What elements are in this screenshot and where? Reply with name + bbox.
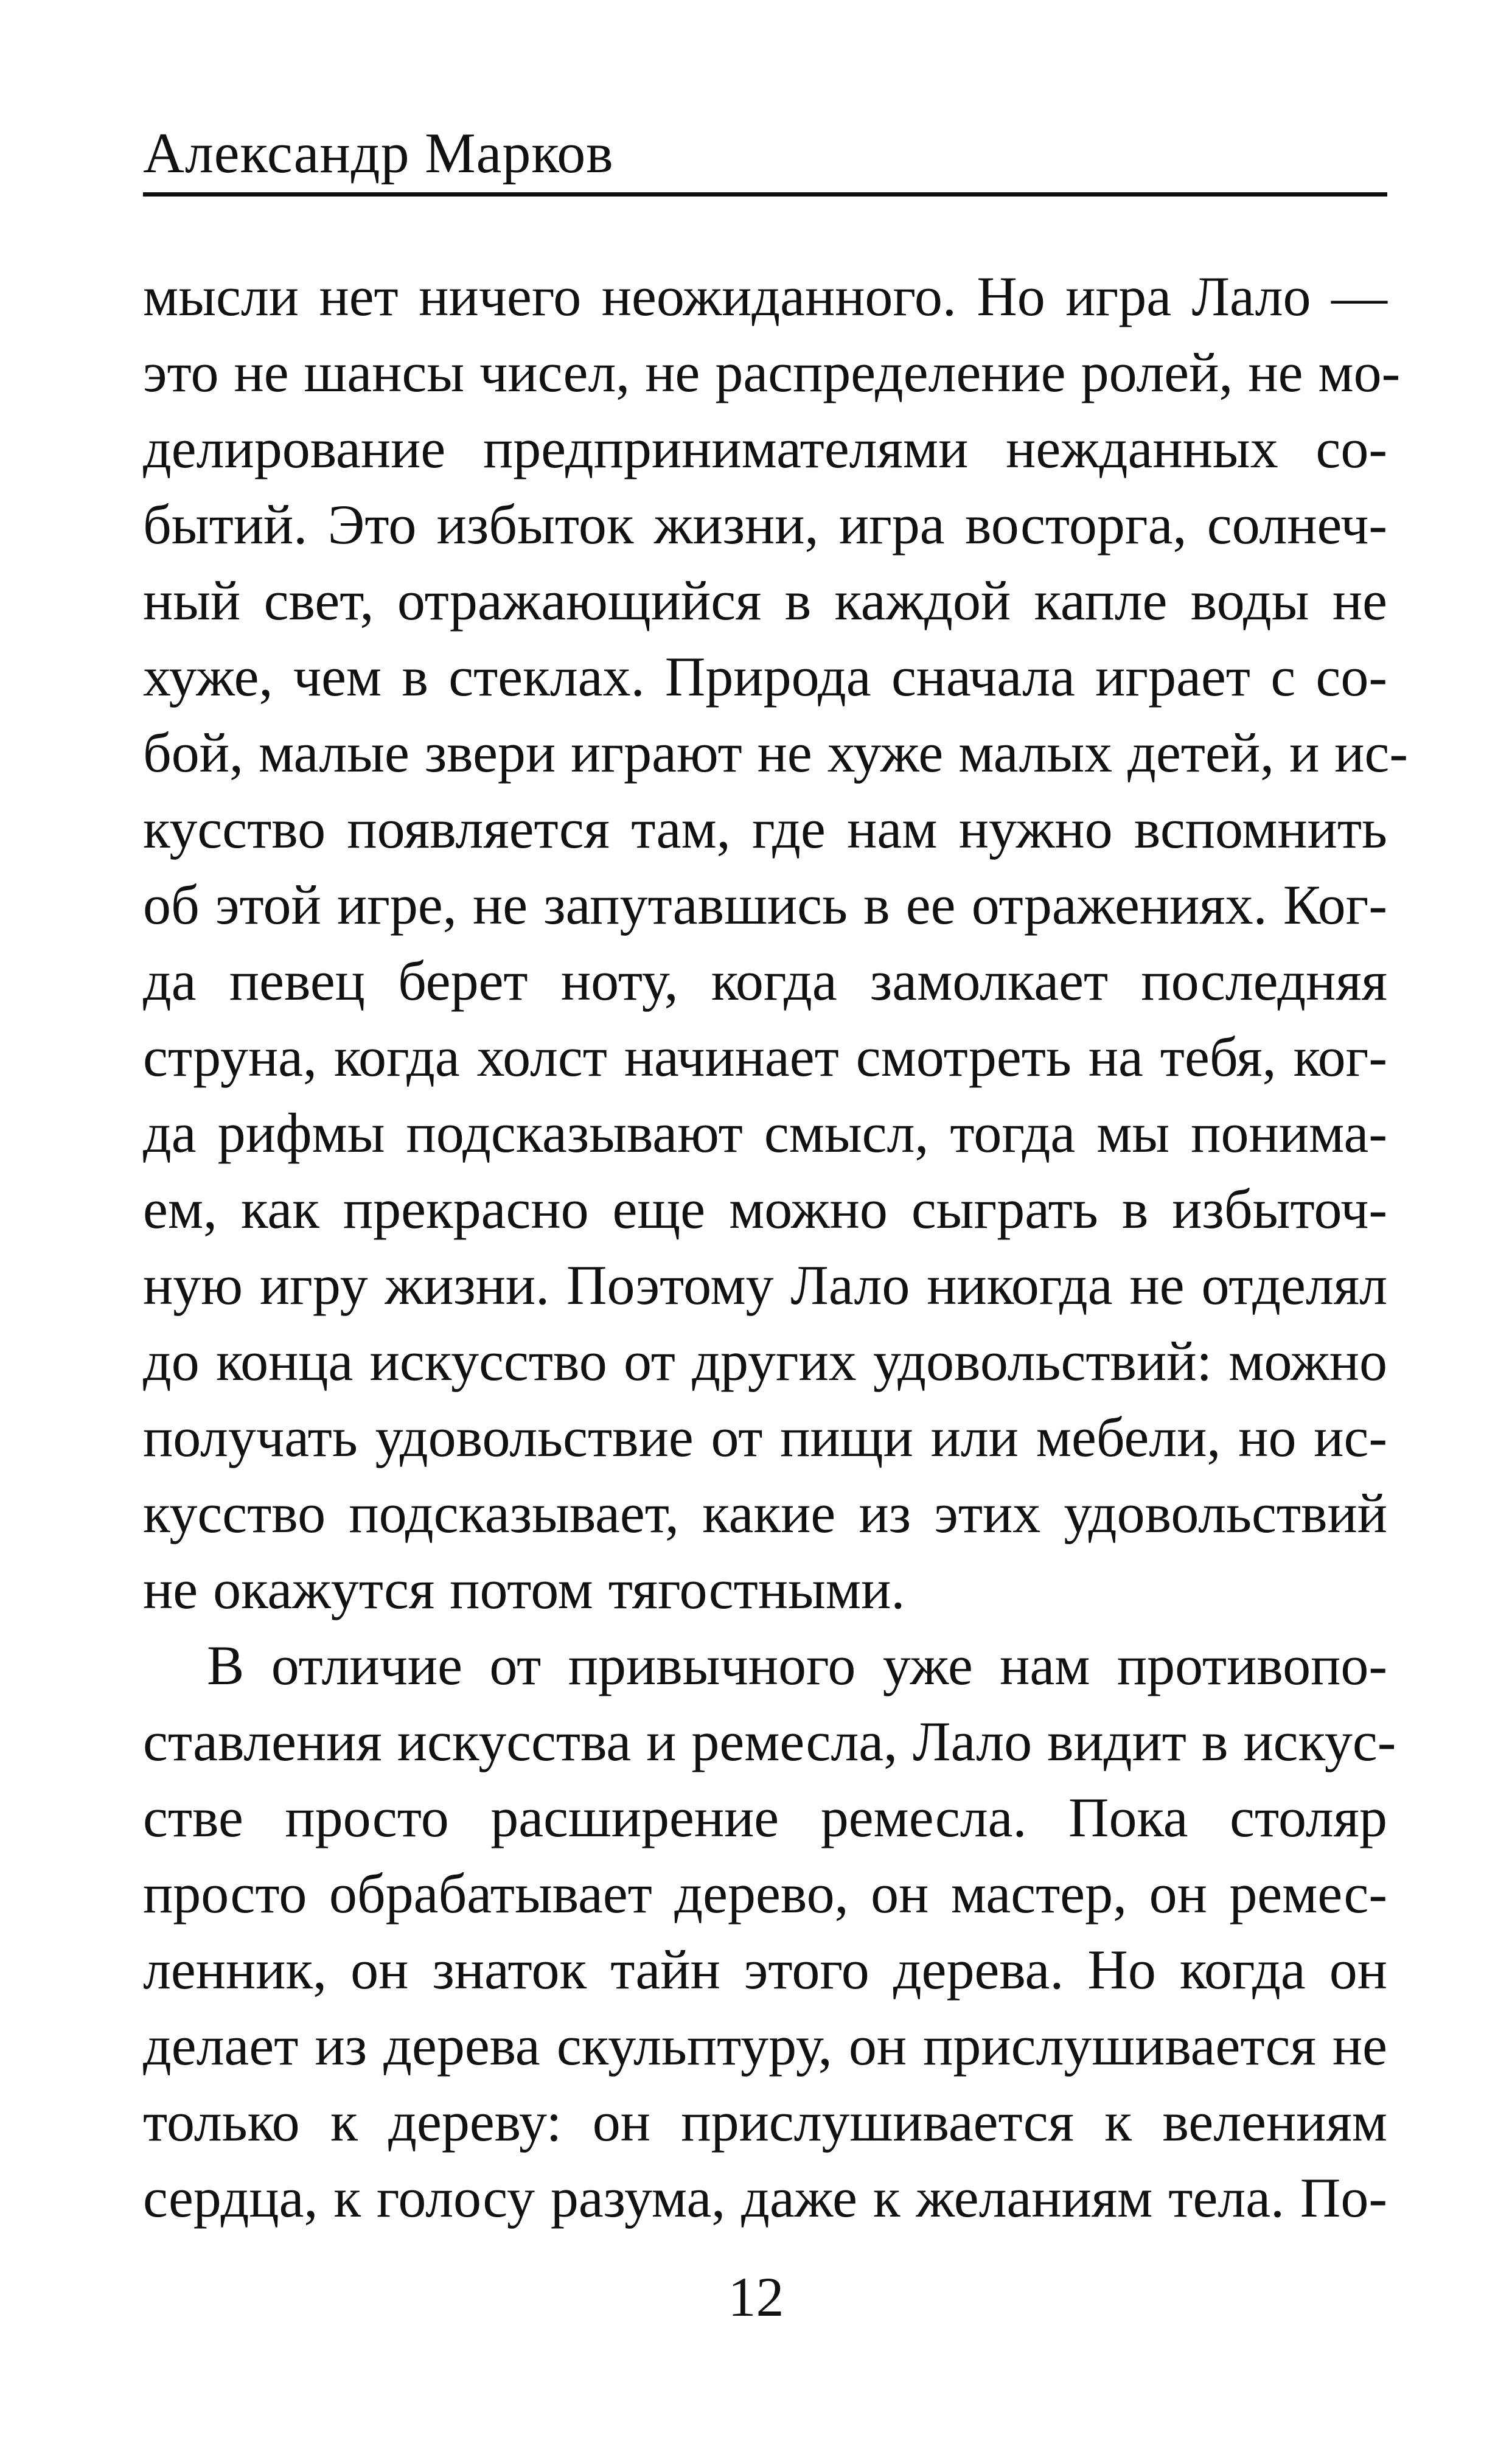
running-header: Александр Марков xyxy=(143,122,614,185)
text-line: В отличие от привычного уже нам противопо- xyxy=(207,1634,1387,1696)
text-line: кусство появляется там, где нам нужно вспомнить xyxy=(143,798,1387,860)
text-line: только к дереву: он прислушивается к велениям xyxy=(143,2091,1387,2153)
text-line: бытий. Это избыток жизни, игра восторга, солнеч- xyxy=(143,493,1387,556)
text-line: мысли нет ничего неожиданного. Но игра Лало — xyxy=(143,265,1387,327)
header-rule xyxy=(143,192,1387,197)
text-line: да рифмы подсказывают смысл, тогда мы понима- xyxy=(143,1102,1387,1164)
text-line: да певец берет ноту, когда замолкает последняя xyxy=(143,950,1387,1012)
text-line: до конца искусство от других удовольствий: можно xyxy=(143,1330,1387,1392)
text-line: ставления искусства и ремесла, Лало видит в искус- xyxy=(143,1710,1396,1772)
text-line: делает из дерева скульптуру, он прислушивается не xyxy=(143,2015,1387,2077)
text-line: это не шансы чисел, не распределение ролей, не мо- xyxy=(143,341,1401,403)
text-line: об этой игре, не запутавшись в ее отражениях. Ког- xyxy=(143,874,1387,936)
text-line: ем, как прекрасно еще можно сыграть в избыточ- xyxy=(143,1178,1387,1240)
text-line: стве просто расширение ремесла. Пока столяр xyxy=(143,1786,1387,1848)
text-line: делирование предпринимателями нежданных со- xyxy=(143,417,1387,479)
text-line: хуже, чем в стеклах. Природа сначала играет с со- xyxy=(143,646,1387,708)
body-text xyxy=(143,259,1409,2236)
text-line: ный свет, отражающийся в каждой капле воды не xyxy=(143,570,1387,632)
text-line: кусство подсказывает, какие из этих удовольствий xyxy=(143,1482,1387,1544)
text-line: ную игру жизни. Поэтому Лало никогда не отделял xyxy=(143,1254,1387,1316)
text-line: струна, когда холст начинает смотреть на тебя, ког- xyxy=(143,1026,1387,1088)
text-line: ленник, он знаток тайн этого дерева. Но когда он xyxy=(143,1939,1387,2001)
text-line: просто обрабатывает дерево, он мастер, он ремес- xyxy=(143,1862,1387,1925)
text-line: не окажутся потом тягостными. xyxy=(143,1558,905,1620)
page-number: 12 xyxy=(728,2266,784,2328)
text-line: бой, малые звери играют не хуже малых детей, и ис- xyxy=(143,722,1409,784)
text-line: получать удовольствие от пищи или мебели, но ис- xyxy=(143,1406,1387,1468)
text-line: сердца, к голосу разума, даже к желаниям тела. По- xyxy=(143,2167,1387,2229)
